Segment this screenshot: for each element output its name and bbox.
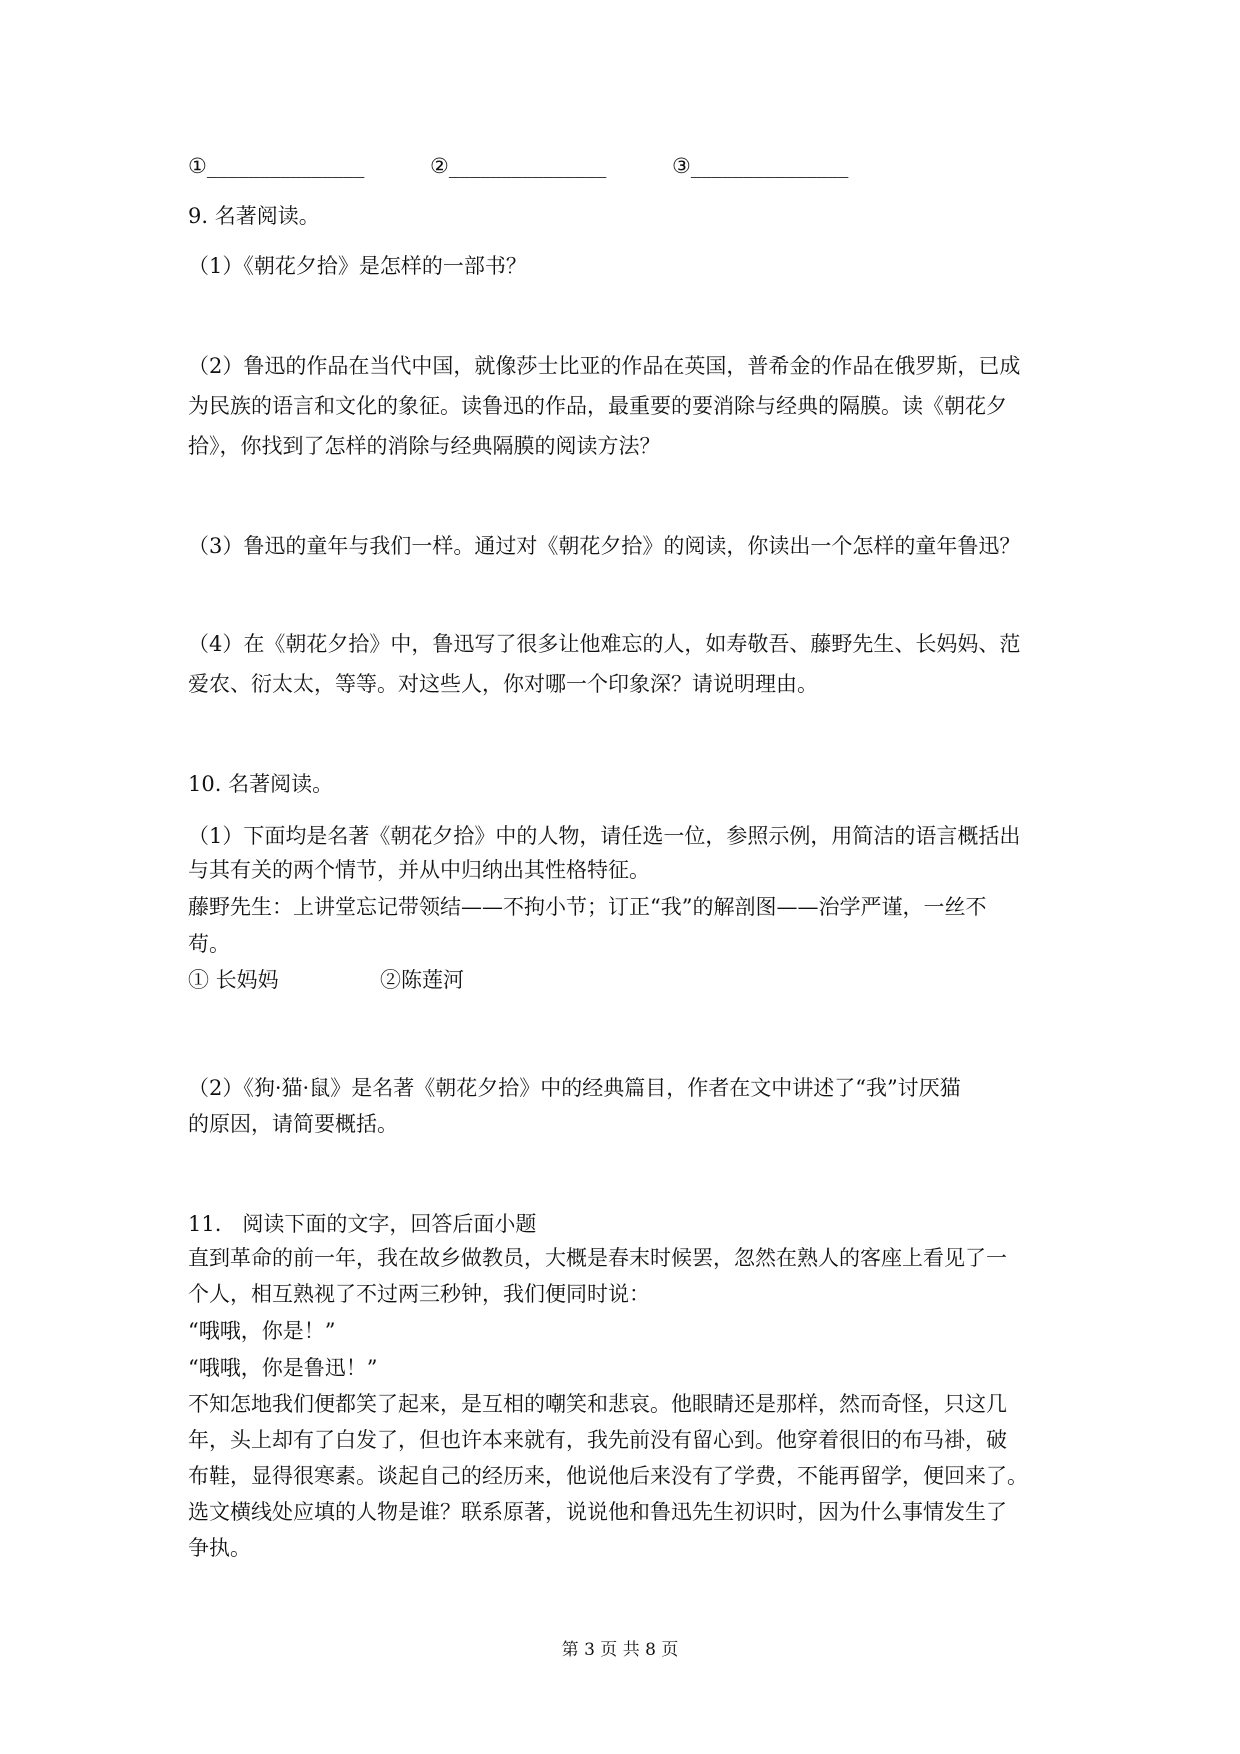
passage-line: 布鞋，显得很寒素。谈起自己的经历来，他说他后来没有了学费，不能再留学，便回来了。: [188, 1464, 1028, 1488]
question-9-part-1: （1）《朝花夕拾》是怎样的一部书？: [188, 254, 527, 278]
passage-line: 个人，相互熟视了不过两三秒钟，我们便同时说：: [188, 1282, 650, 1306]
question-10-part-1-line: 与其有关的两个情节，并从中归纳出其性格特征。: [188, 858, 650, 882]
question-11-title: 11. 阅读下面的文字，回答后面小题: [188, 1212, 537, 1236]
question-11-prompt-line: 争执。: [188, 1536, 251, 1560]
question-9-part-4-line: （4）在《朝花夕拾》中，鲁迅写了很多让他难忘的人，如寿敬吾、藤野先生、长妈妈、范: [188, 632, 1021, 656]
question-10-title: 10. 名著阅读。: [188, 772, 334, 796]
question-10-part-2-line: （2）《狗·猫·鼠》是名著《朝花夕拾》中的经典篇目，作者在文中讲述了“我”讨厌猫: [188, 1076, 961, 1100]
passage-line: 直到革命的前一年，我在故乡做教员，大概是春末时候罢，忽然在熟人的客座上看见了一: [188, 1246, 1007, 1270]
question-11-prompt-line: 选文横线处应填的人物是谁？联系原著，说说他和鲁迅先生初识时，因为什么事情发生了: [188, 1500, 1007, 1524]
page-footer: 第 3 页 共 8 页: [561, 1640, 679, 1660]
question-9-part-2-line: （2）鲁迅的作品在当代中国，就像莎士比亚的作品在英国，普希金的作品在俄罗斯，已成: [188, 354, 1021, 378]
question-9-part-4-line: 爱农、衍太太，等等。对这些人，你对哪一个印象深？请说明理由。: [188, 672, 818, 696]
question-10-example-line: 苟。: [188, 932, 230, 956]
passage-line: “哦哦，你是！”: [188, 1319, 336, 1343]
question-10-part-1-line: （1）下面均是名著《朝花夕拾》中的人物，请任选一位，参照示例，用简洁的语言概括出: [188, 824, 1021, 848]
question-9-part-2-line: 为民族的语言和文化的象征。读鲁迅的作品，最重要的要消除与经典的隔膜。读《朝花夕: [188, 394, 1007, 418]
passage-line: “哦哦，你是鲁迅！”: [188, 1356, 378, 1380]
passage-line: 不知怎地我们便都笑了起来，是互相的嘲笑和悲哀。他眼睛还是那样，然而奇怪，只这几: [188, 1392, 1007, 1416]
question-9-title: 9. 名著阅读。: [188, 204, 320, 228]
blank-2[interactable]: ②_______________: [430, 154, 607, 178]
question-10-part-2-line: 的原因，请简要概括。: [188, 1112, 398, 1136]
option-2: ②陈莲河: [380, 968, 464, 992]
question-9-part-3: （3）鲁迅的童年与我们一样。通过对《朝花夕拾》的阅读，你读出一个怎样的童年鲁迅？: [188, 534, 1021, 558]
question-10-example-line: 藤野先生：上讲堂忘记带领结——不拘小节；订正“我”的解剖图——治学严谨，一丝不: [188, 895, 987, 919]
blank-3[interactable]: ③_______________: [672, 154, 849, 178]
question-9-part-2-line: 拾》，你找到了怎样的消除与经典隔膜的阅读方法？: [188, 434, 661, 458]
option-1: ① 长妈妈: [188, 968, 279, 992]
passage-line: 年，头上却有了白发了，但也许本来就有，我先前没有留心到。他穿着很旧的布马褂，破: [188, 1428, 1007, 1452]
blank-1[interactable]: ①_______________: [188, 154, 365, 178]
